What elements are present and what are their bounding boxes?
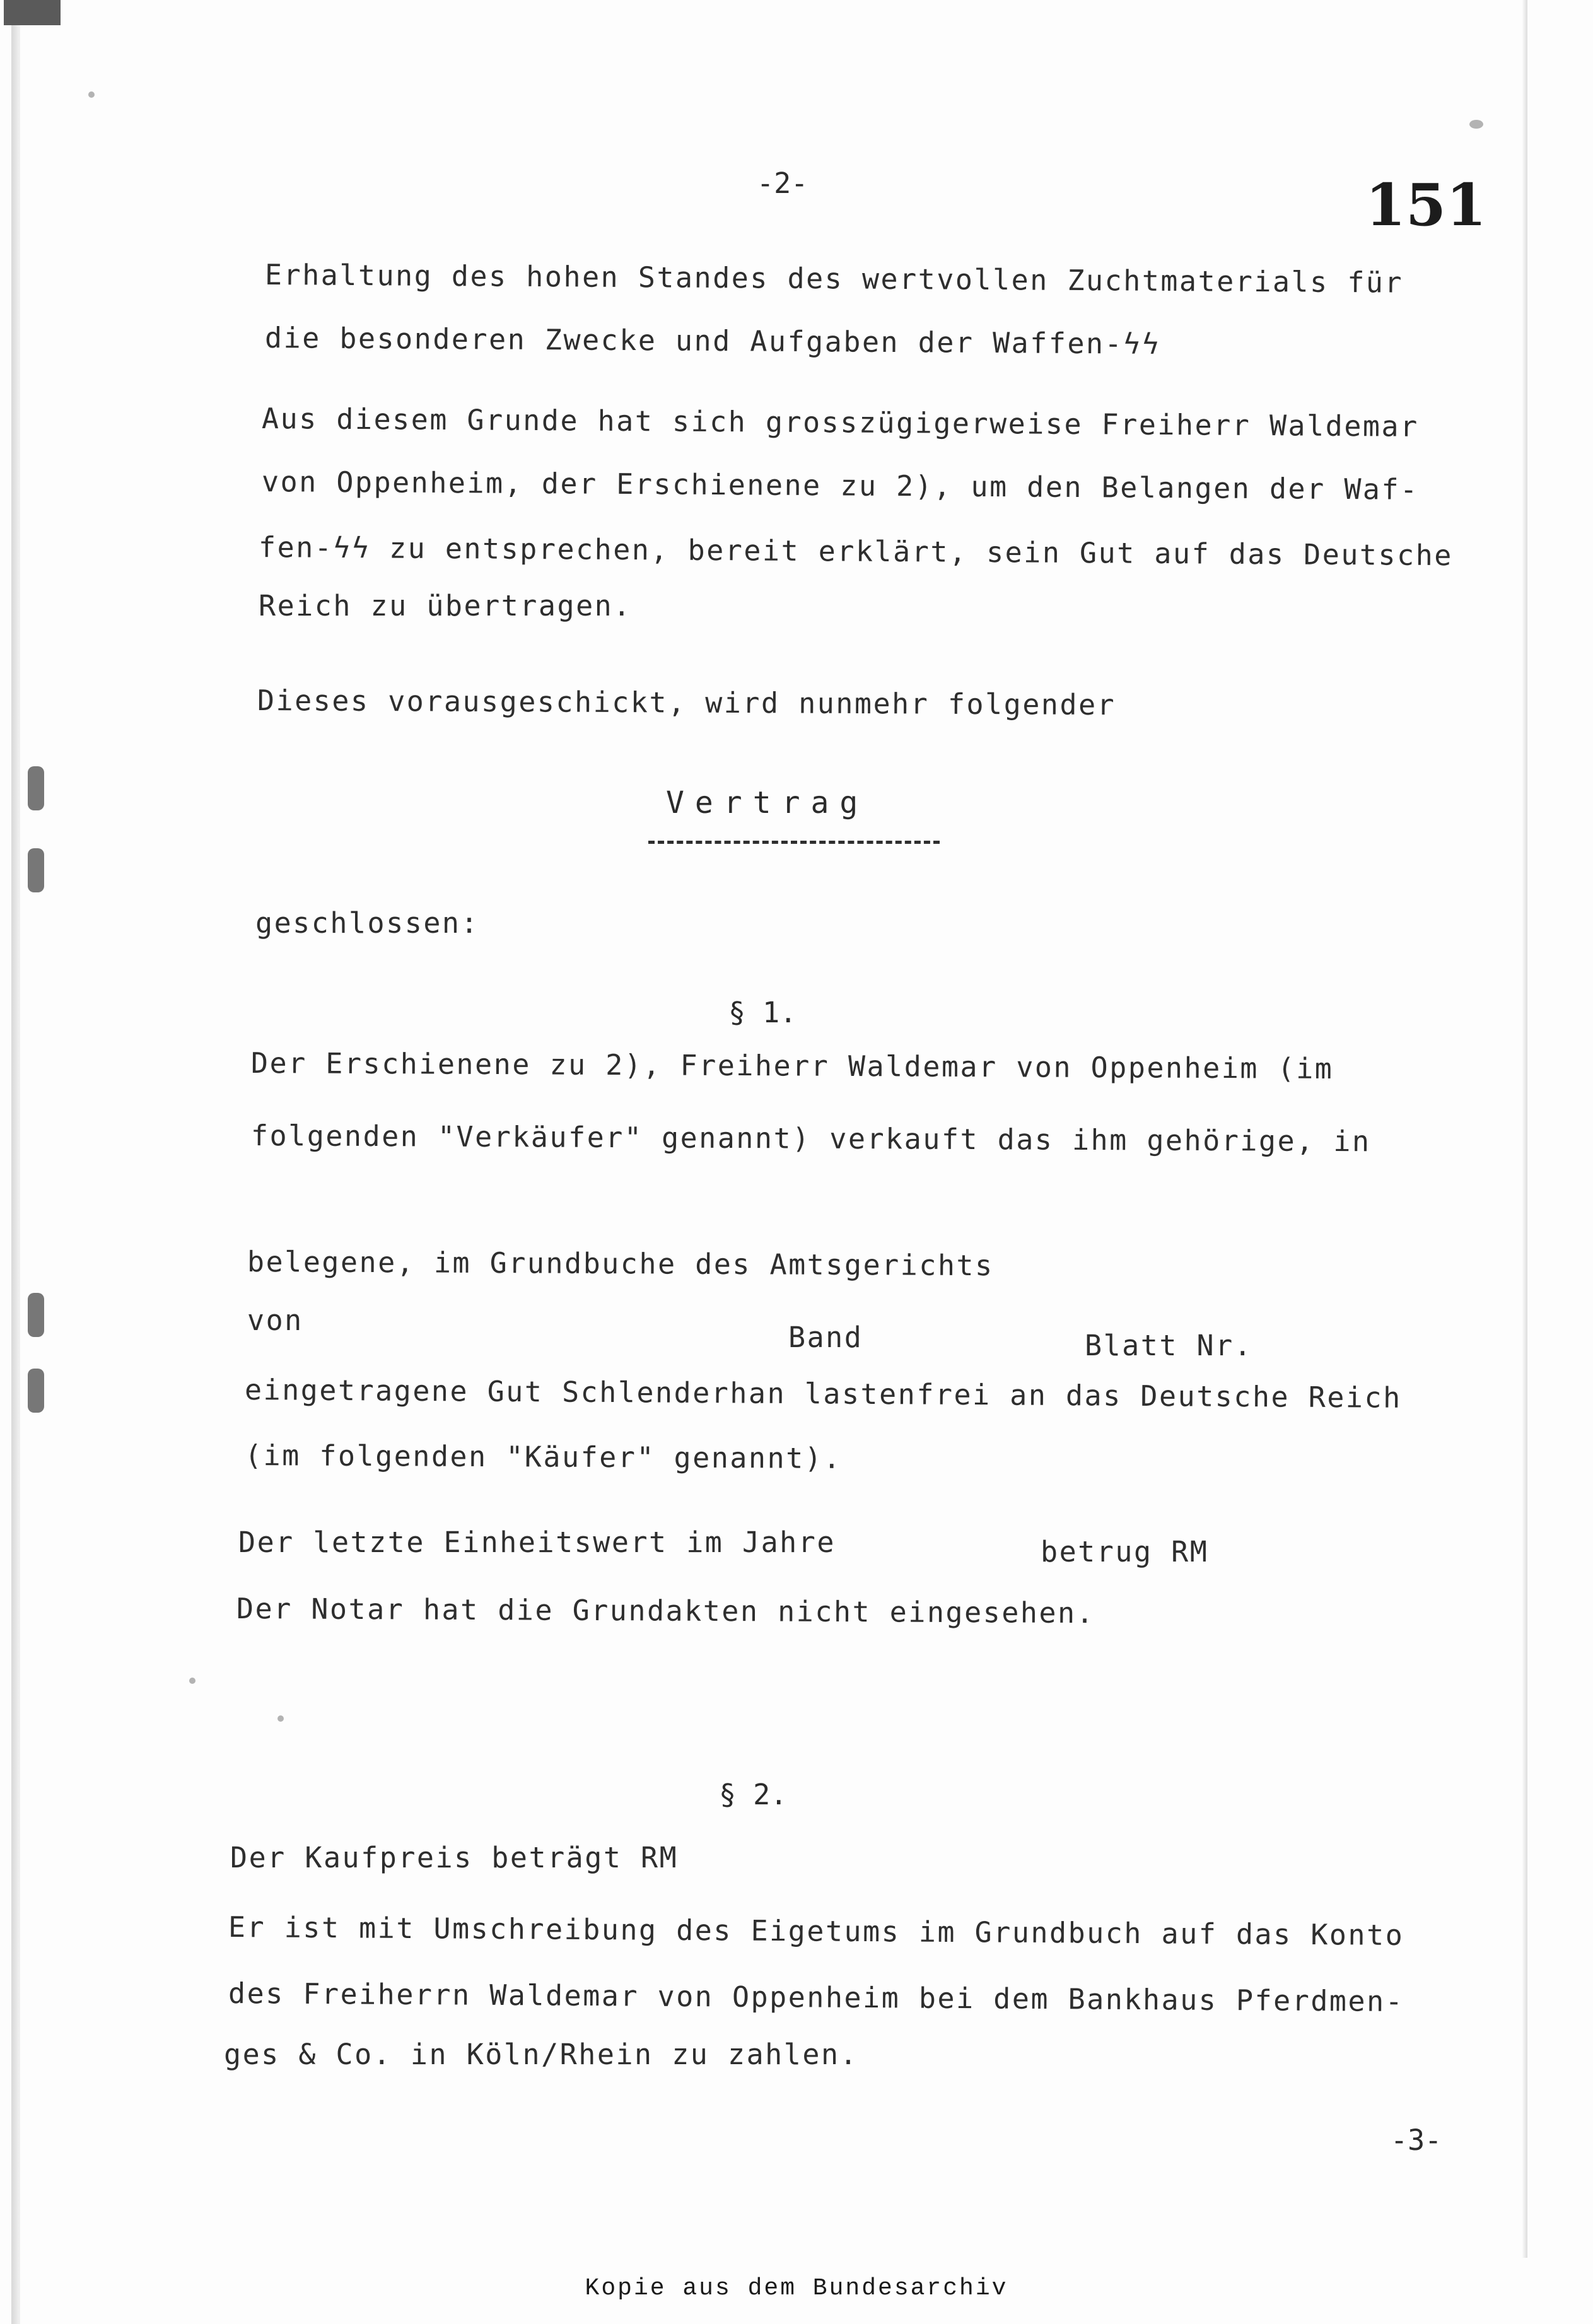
continuation-marker: -3- (1391, 2123, 1442, 2157)
section-1-line: belegene, im Grundbuche des Amtsgerichts (247, 1245, 994, 1283)
section-1-line: folgenden "Verkäufer" genannt) verkauft das ihm gehörige, in (250, 1119, 1371, 1159)
section-2-line: Er ist mit Umschreibung des Eigetums im Grundbuch auf das Konto (228, 1910, 1404, 1953)
section-1-line: Der Erschienene zu 2), Freiherr Waldemar von Oppenheim (im (250, 1046, 1334, 1085)
preamble-line: die besonderen Zwecke und Aufgaben der Waffen-ϟϟ (264, 321, 1161, 361)
section-1-line: (im folgenden "Käufer" genannt). (244, 1439, 843, 1475)
contract-heading: Vertrag (666, 785, 869, 820)
punch-hole-mark (28, 848, 44, 892)
ink-speck (189, 1678, 195, 1684)
section-2-line: Der Kaufpreis beträgt RM (230, 1841, 679, 1874)
binder-clip-mark (4, 0, 61, 25)
punch-hole-mark (28, 766, 44, 810)
preamble-line: Reich zu übertragen. (259, 589, 632, 622)
preamble-line: Erhaltung des hohen Standes des wertvollen Zuchtmaterials für (264, 258, 1404, 300)
page-left-edge (11, 0, 20, 2324)
archive-footer: Kopie aus dem Bundesarchiv (585, 2275, 1008, 2302)
ink-speck (1469, 120, 1483, 129)
ink-speck (277, 1715, 284, 1722)
section-2-line: des Freiherrn Waldemar von Oppenheim bei dem Bankhaus Pferdmen- (228, 1977, 1404, 2019)
folio-stamp-number: 151 (1365, 171, 1487, 239)
section-2-heading: § 2. (719, 1778, 788, 1811)
section-1-line: betrug RM (1041, 1535, 1209, 1568)
section-2-line: ges & Co. in Köln/Rhein zu zahlen. (224, 2038, 859, 2071)
section-1-line: Band (788, 1321, 863, 1354)
preamble-line: von Oppenheim, der Erschienene zu 2), um den Belangen der Waf- (261, 465, 1419, 506)
section-1-line: von (247, 1304, 303, 1337)
section-1-line: Der letzte Einheitswert im Jahre (238, 1526, 836, 1559)
punch-hole-mark (28, 1369, 44, 1413)
contract-heading-underline (648, 841, 940, 844)
preamble-line: fen-ϟϟ zu entsprechen, bereit erklärt, sein Gut auf das Deutsche (258, 530, 1454, 573)
page-number-marker: -2- (757, 166, 808, 200)
punch-hole-mark (28, 1293, 44, 1337)
section-1-heading: § 1. (728, 996, 797, 1029)
preamble-line: Aus diesem Grunde hat sich grosszügigerweise Freiherr Waldemar (261, 402, 1419, 443)
ink-speck (88, 91, 95, 98)
section-1-line: Der Notar hat die Grundakten nicht eingesehen. (236, 1592, 1095, 1630)
section-1-line: Blatt Nr. (1085, 1329, 1253, 1362)
section-1-line: eingetragene Gut Schlenderhan lastenfrei an das Deutsche Reich (244, 1373, 1402, 1415)
preamble-line: Dieses vorausgeschickt, wird nunmehr folgender (257, 684, 1116, 722)
concluded-label: geschlossen: (255, 906, 480, 940)
page-right-edge (1522, 0, 1527, 2258)
